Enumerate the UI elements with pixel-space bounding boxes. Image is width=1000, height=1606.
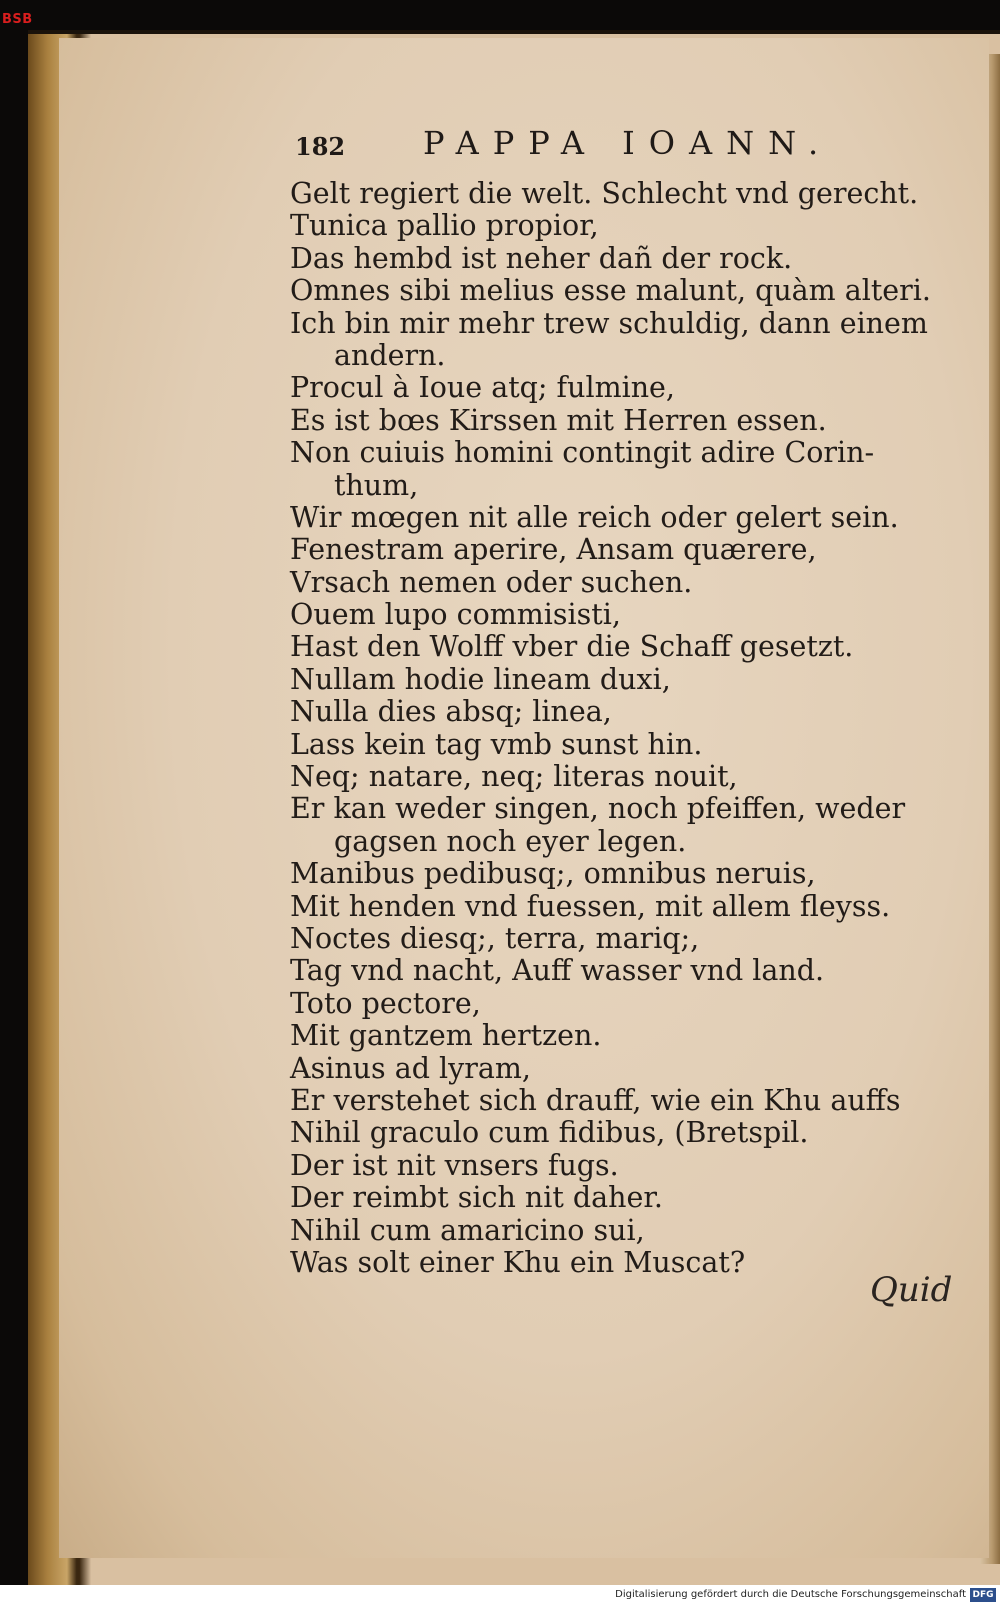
- footer-credit: Digitalisierung gefördert durch die Deutsche Forschungsgemeinschaft: [615, 1589, 966, 1600]
- text-line: Procul à Ioue atq; fulmine,: [290, 371, 675, 405]
- text-line: Tag vnd nacht, Auff wasser vnd land.: [290, 954, 825, 988]
- page-number: 182: [295, 132, 346, 161]
- text-line: Hast den Wolff vber die Schaff gesetzt.: [290, 630, 854, 664]
- text-line: Omnes sibi melius esse malunt, quàm alteri.: [290, 274, 931, 308]
- text-line: Fenestram aperire, Ansam quærere,: [290, 533, 817, 567]
- footer-bar: [0, 1585, 1000, 1606]
- text-line: gagsen noch eyer legen.: [334, 824, 687, 858]
- text-line: Nulla dies absq; linea,: [290, 695, 612, 729]
- running-title: PAPPA IOANN.: [423, 124, 833, 162]
- text-line: Noctes diesq;, terra, mariq;,: [290, 921, 700, 955]
- catchword: Quid: [870, 1270, 953, 1310]
- text-line: Ouem lupo commisisti,: [290, 598, 621, 632]
- text-line: Nihil cum amaricino sui,: [290, 1213, 645, 1247]
- text-line: Der ist nit vnsers fugs.: [290, 1148, 619, 1182]
- text-line: Asinus ad lyram,: [290, 1051, 531, 1085]
- text-line: Manibus pedibusq;, omnibus neruis,: [290, 857, 816, 891]
- text-line: thum,: [334, 468, 419, 502]
- text-line: Vrsach nemen oder suchen.: [290, 565, 693, 599]
- text-line: andern.: [334, 338, 446, 372]
- text-line: Ich bin mir mehr trew schuldig, dann einem: [290, 306, 928, 340]
- text-line: Er verstehet sich drauff, wie ein Khu auffs: [290, 1083, 901, 1117]
- text-line: Das hembd ist neher dañ der rock.: [290, 241, 793, 275]
- text-line: Non cuiuis homini contingit adire Corin-: [290, 436, 875, 470]
- text-line: Der reimbt sich nit daher.: [290, 1181, 663, 1215]
- text-line: Tunica pallio propior,: [290, 209, 599, 243]
- text-line: Mit gantzem hertzen.: [290, 1019, 602, 1053]
- page-header: [295, 120, 895, 170]
- text-line: Er kan weder singen, noch pfeiffen, weder: [290, 792, 906, 826]
- text-line: Nullam hodie lineam duxi,: [290, 662, 671, 696]
- text-line: Lass kein tag vmb sunst hin.: [290, 727, 703, 761]
- text-line: Gelt regiert die welt. Schlecht vnd gerecht.: [290, 177, 919, 210]
- dfg-logo: DFG: [970, 1588, 996, 1602]
- text-line: Neq; natare, neq; literas nouit,: [290, 760, 738, 794]
- text-line: Nihil graculo cum fidibus, (Bretspil.: [290, 1116, 809, 1150]
- text-block: [290, 178, 980, 1279]
- bsb-logo: BSB: [2, 12, 33, 27]
- text-line: Mit henden vnd fuessen, mit allem fleyss.: [290, 889, 891, 923]
- text-line: Wir mœgen nit alle reich oder gelert sein.: [290, 500, 899, 534]
- text-line: Was solt einer Khu ein Muscat?: [290, 1245, 746, 1279]
- text-line: Toto pectore,: [290, 986, 481, 1020]
- text-line: Es ist bœs Kirssen mit Herren essen.: [290, 403, 827, 437]
